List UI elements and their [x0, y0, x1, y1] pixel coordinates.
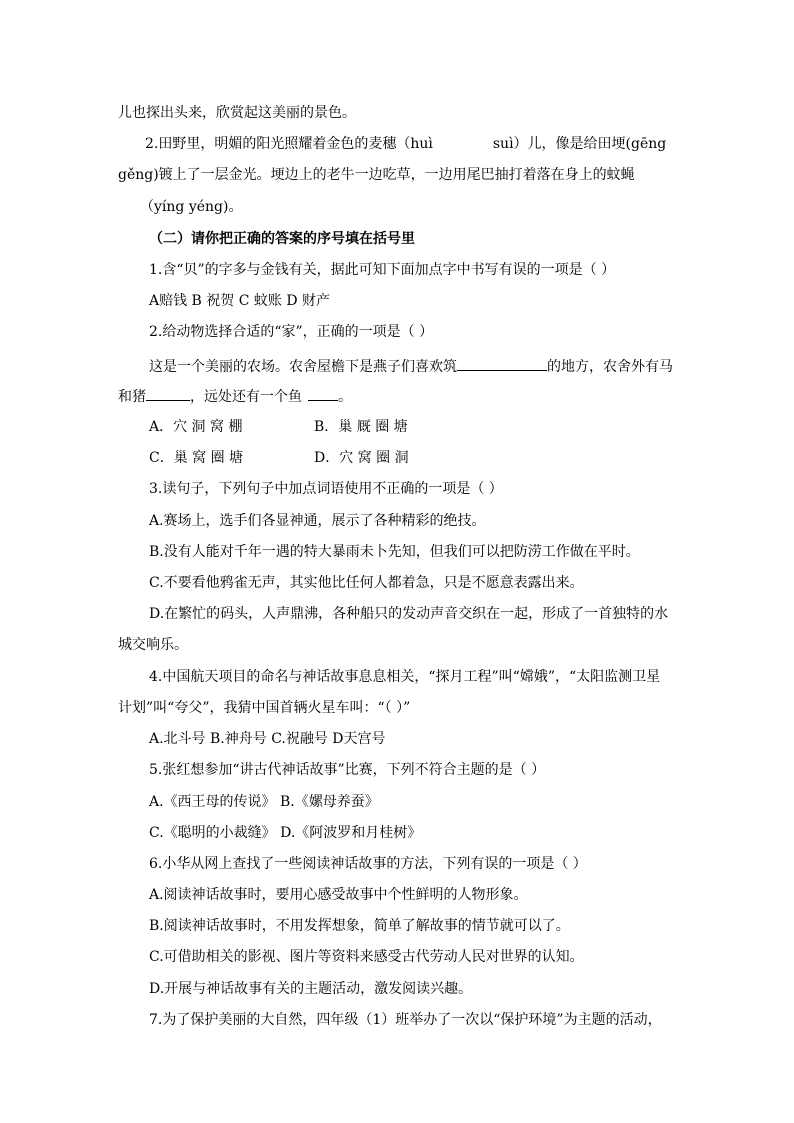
question-stem: 6.小华从网上查找了一些阅读神话故事的方法，下列有误的一项是（ ）: [149, 856, 587, 872]
question-stem: 2.给动物选择合适的“家”，正确的一项是（ ）: [149, 324, 434, 340]
question-options: A.《西王母的传说》 B.《嫘母养蚕》: [149, 794, 379, 810]
option-b: B．巢 厩 圈 塘: [314, 419, 408, 435]
text-span: 这是一个美丽的农场。农舍屋檐下是燕子们喜欢筑: [149, 359, 457, 375]
question-stem: 3.读句子，下列句子中加点词语使用不正确的一项是（ ）: [149, 481, 503, 497]
option-c: C．巢 窝 圈 塘: [149, 450, 244, 466]
text-span: 。: [338, 389, 352, 405]
option-a: A.阅读神话故事时，要用心感受故事中个性鲜明的人物形象。: [149, 887, 528, 903]
passage-line: gěng)镀上了一层金光。埂边上的老牛一边吃草，一边用尾巴抽打着落在身上的蚊蝇: [118, 167, 635, 183]
passage-line: [118, 386, 352, 406]
question-stem: 4.中国航天项目的命名与神话故事息息相关，“探月工程”叫“嫦娥”，“太阳监测卫星: [149, 669, 661, 685]
option-d: D.在繁忙的码头，人声鼎沸，各种船只的发动声音交织在一起，形成了一首独特的水: [149, 606, 669, 622]
question-options: A赔钱 B 祝贺 C 蚊账 D 财产: [149, 293, 331, 309]
question-stem: 5.张红想参加“讲古代神话故事”比赛，下列不符合主题的是（ ）: [149, 762, 546, 778]
passage-line: （yíng yéng)。: [140, 199, 243, 215]
option-a: A．穴 洞 窝 棚: [149, 419, 243, 435]
question-stem: 7.为了保护美丽的大自然，四年级（1）班举办了一次以“保护环境”为主题的活动，: [149, 1012, 662, 1028]
question-stem-cont: 计划”叫“夸父”，我猜中国首辆火星车叫：“（ ）”: [118, 700, 411, 716]
option-b: B.阅读神话故事时，不用发挥想象，简单了解故事的情节就可以了。: [149, 918, 570, 934]
passage-line: [145, 135, 666, 153]
text-span: suì）儿，像是给田埂(gēng: [492, 136, 667, 152]
passage-line: 儿也探出头来，欣赏起这美丽的景色。: [118, 105, 356, 121]
text-span: 的地方，农舍外有马: [547, 359, 673, 375]
text-span: ，远处还有一个鱼: [190, 389, 302, 405]
text-span: 和猪: [118, 389, 146, 405]
option-d: D．穴 窝 圈 洞: [314, 450, 409, 466]
option-d-cont: 城交响乐。: [118, 637, 188, 653]
answer-blank[interactable]: [308, 386, 338, 401]
option-b: B.没有人能对千年一遇的特大暴雨未卜先知，但我们可以把防涝工作做在平时。: [149, 544, 640, 560]
answer-blank[interactable]: [457, 356, 547, 371]
question-stem: 1.含“贝”的字多与金钱有关，据此可知下面加点字中书写有误的一项是（ ）: [149, 262, 616, 278]
option-c: C.不要看他鸦雀无声，其实他比任何人都着急，只是不愿意表露出来。: [149, 575, 584, 591]
question-options: C.《聪明的小裁缝》 D.《阿波罗和月桂树》: [149, 825, 422, 841]
option-d: D.开展与神话故事有关的主题活动，激发阅读兴趣。: [149, 981, 473, 997]
text-span: 2.田野里，明媚的阳光照耀着金色的麦穗（huì: [145, 136, 433, 152]
answer-blank[interactable]: [146, 386, 190, 401]
passage-line: [149, 356, 673, 376]
section-title: （二）请你把正确的答案的序号填在括号里: [149, 231, 415, 247]
question-options: A.北斗号 B.神舟号 C.祝融号 D天宫号: [149, 731, 386, 747]
option-a: A.赛场上，选手们各显神通，展示了各种精彩的绝技。: [149, 513, 486, 529]
option-c: C.可借助相关的影视、图片等资料来感受古代劳动人民对世界的认知。: [149, 949, 584, 965]
